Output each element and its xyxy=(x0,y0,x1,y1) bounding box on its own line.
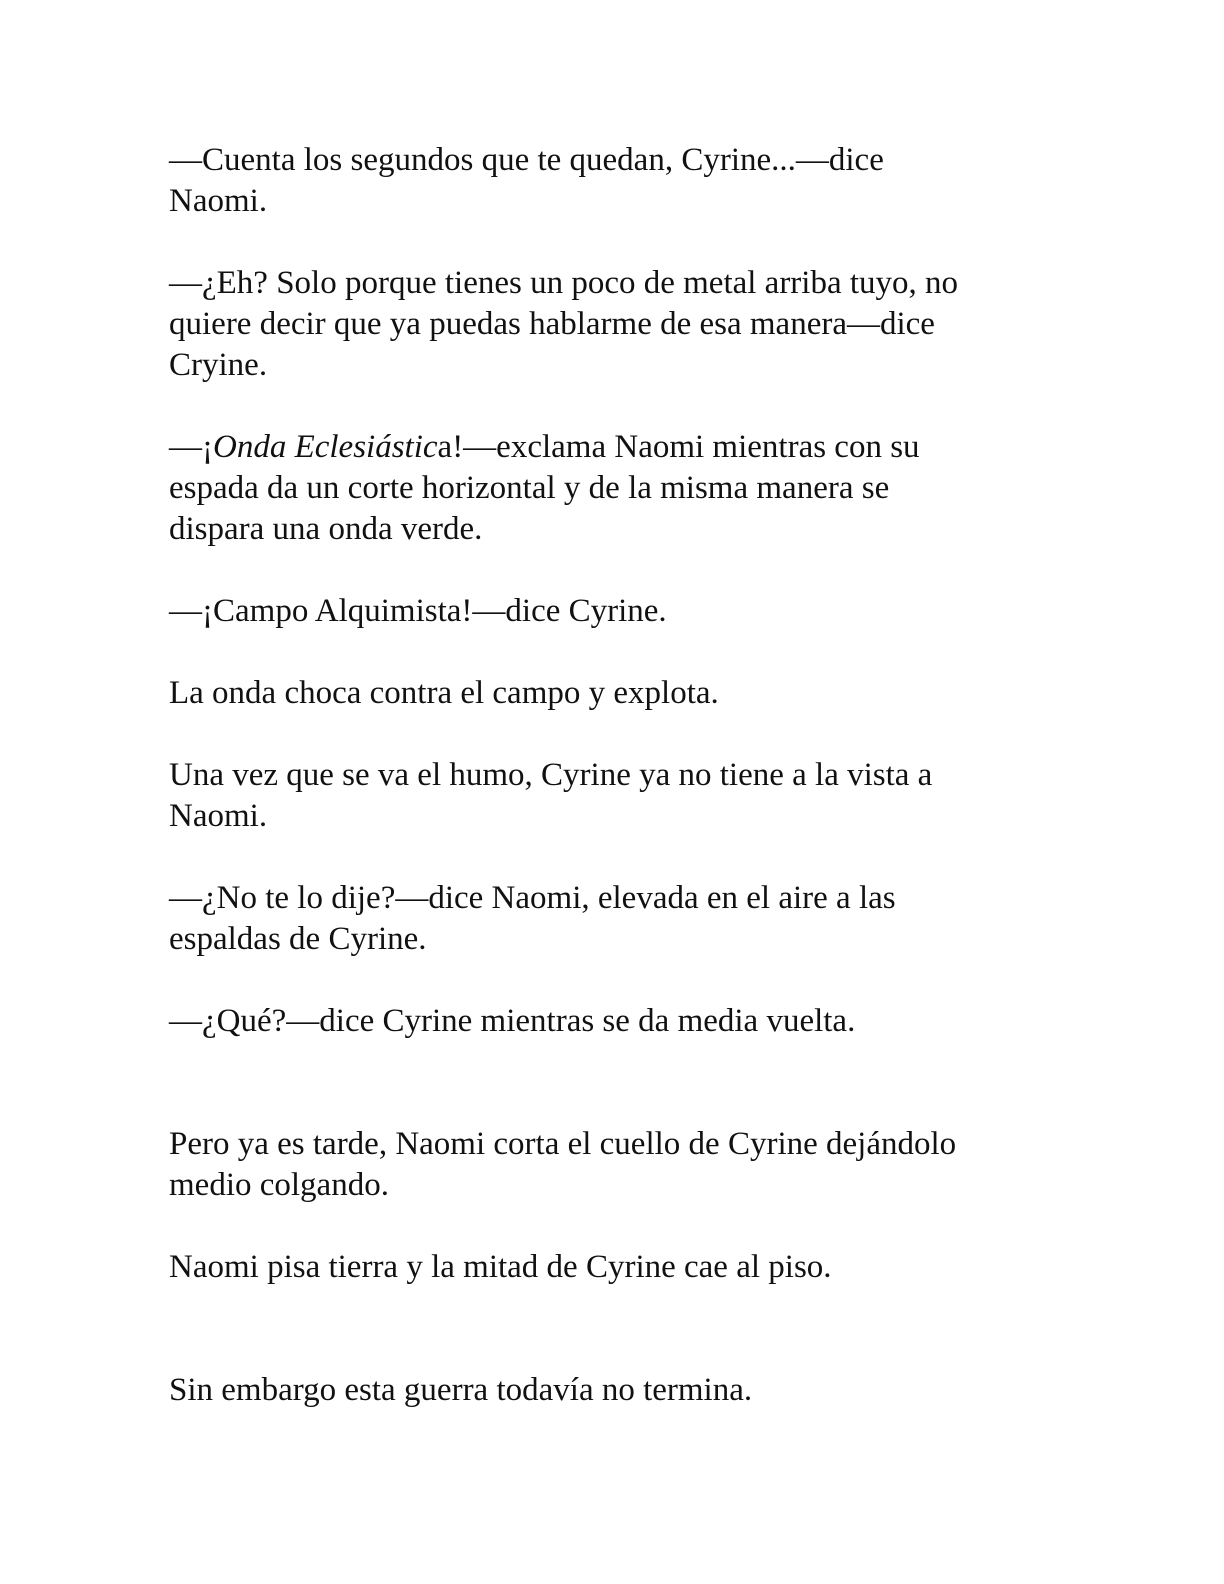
text-line: medio colgando. xyxy=(169,1167,389,1203)
paragraph-10 xyxy=(169,1247,1069,1288)
paragraph-11 xyxy=(169,1370,1069,1411)
text-line: espada da un corte horizontal y de la misma manera se xyxy=(169,470,890,506)
paragraph-2 xyxy=(169,263,1069,386)
text-line: —Cuenta los segundos que te quedan, Cyrine...—dice xyxy=(169,142,884,178)
text-span: —¡ xyxy=(169,429,213,465)
paragraph-5 xyxy=(169,673,1069,714)
paragraph-8 xyxy=(169,1001,1069,1042)
italic-spell-name: Onda Eclesiástic xyxy=(213,429,438,465)
text-line: Sin embargo esta guerra todavía no termina. xyxy=(169,1372,753,1408)
paragraph-7 xyxy=(169,878,1069,960)
text-line: Pero ya es tarde, Naomi corta el cuello de Cyrine dejándolo xyxy=(169,1126,957,1162)
text-line: —¿Qué?—dice Cyrine mientras se da media vuelta. xyxy=(169,1003,856,1039)
document-page xyxy=(169,140,1069,1411)
paragraph-9 xyxy=(169,1124,1069,1206)
paragraph-4 xyxy=(169,591,1069,632)
text-line: quiere decir que ya puedas hablarme de esa manera—dice xyxy=(169,306,935,342)
paragraph-1 xyxy=(169,140,1069,222)
text-line: —¿Eh? Solo porque tienes un poco de metal arriba tuyo, no xyxy=(169,265,959,301)
text-line: Una vez que se va el humo, Cyrine ya no tiene a la vista a xyxy=(169,757,933,793)
text-line: dispara una onda verde. xyxy=(169,511,483,547)
paragraph-6 xyxy=(169,755,1069,837)
text-line: —¿No te lo dije?—dice Naomi, elevada en el aire a las xyxy=(169,880,896,916)
text-line: Naomi pisa tierra y la mitad de Cyrine cae al piso. xyxy=(169,1249,832,1285)
text-line: Naomi. xyxy=(169,798,268,834)
text-line: —¡Campo Alquimista!—dice Cyrine. xyxy=(169,593,667,629)
text-line: Cryine. xyxy=(169,347,268,383)
text-line: La onda choca contra el campo y explota. xyxy=(169,675,719,711)
text-line xyxy=(169,427,1069,468)
text-line: Naomi. xyxy=(169,183,268,219)
text-line: espaldas de Cyrine. xyxy=(169,921,427,957)
text-span: a!—exclama Naomi mientras con su xyxy=(437,429,920,465)
paragraph-3 xyxy=(169,427,1069,550)
